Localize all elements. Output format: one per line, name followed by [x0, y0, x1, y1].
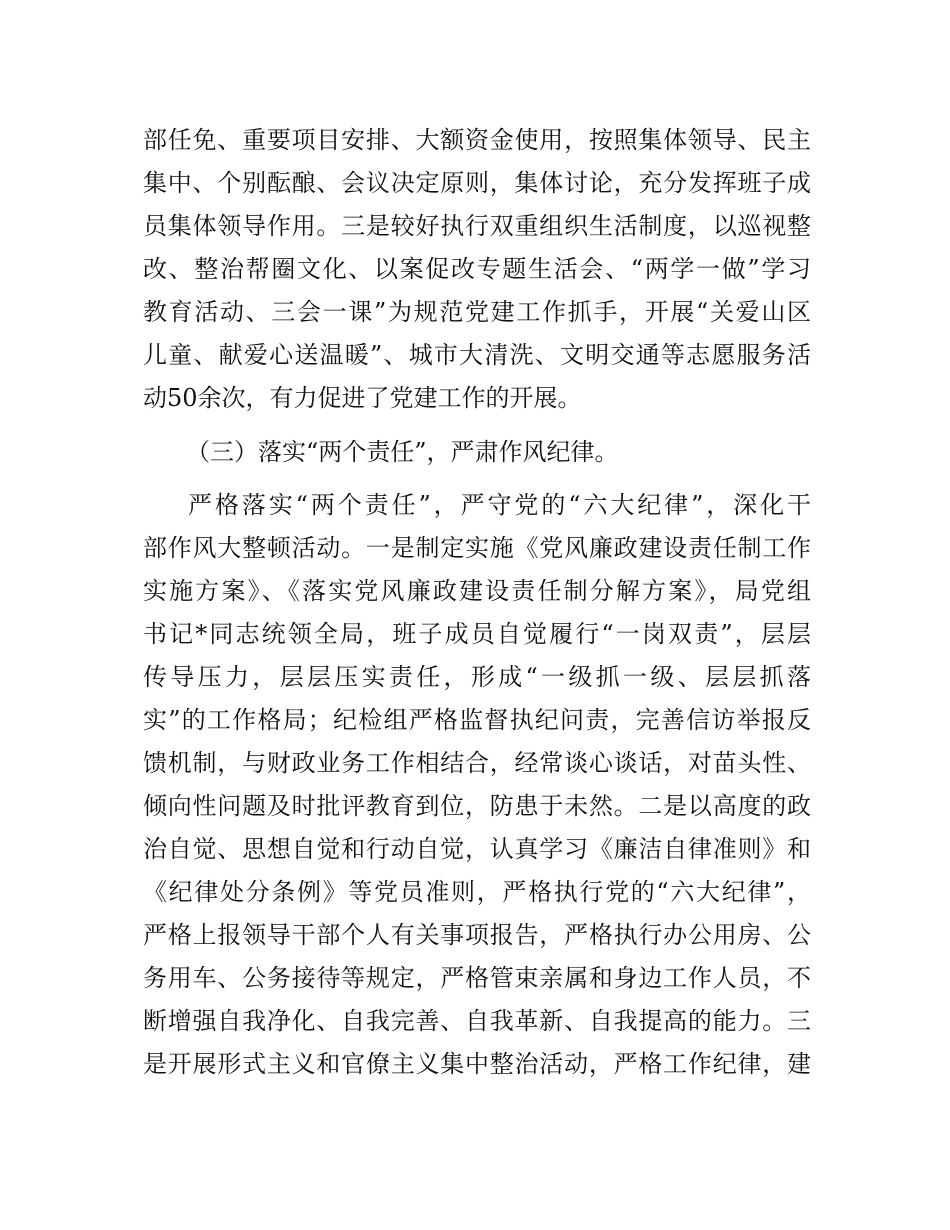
section-heading: （三）落实“两个责任”，严肃作风纪律。 — [186, 438, 619, 466]
paragraph-line: 馈机制，与财政业务工作相结合，经常谈心谈话，对苗头性、 — [143, 749, 811, 777]
paragraph-line: 部作风大整顿活动。一是制定实施《党风廉政建设责任制工作 — [143, 534, 811, 562]
paragraph-line: 部任免、重要项目安排、大额资金使用，按照集体领导、民主 — [143, 126, 811, 154]
paragraph-line: 是开展形式主义和官僚主义集中整治活动，严格工作纪律，建 — [143, 1050, 811, 1078]
paragraph-line: 倾向性问题及时批评教育到位，防患于未然。二是以高度的政 — [143, 792, 811, 820]
paragraph-line: 儿童、献爱心送温暖”、城市大清洗、文明交通等志愿服务活 — [143, 341, 811, 369]
paragraph-line: 传导压力，层层压实责任，形成“一级抓一级、层层抓落 — [143, 663, 811, 691]
paragraph-line: 实”的工作格局；纪检组严格监督执纪问责，完善信访举报反 — [143, 706, 811, 734]
paragraph-line: 严格上报领导干部个人有关事项报告，严格执行办公用房、公 — [143, 921, 811, 949]
paragraph-line: 书记*同志统领全局，班子成员自觉履行“一岗双责”，层层 — [143, 620, 811, 648]
paragraph-line: 《纪律处分条例》等党员准则，严格执行党的“六大纪律”， — [143, 878, 811, 906]
paragraph-line: 动50余次，有力促进了党建工作的开展。 — [143, 384, 582, 412]
paragraph-line: 员集体领导作用。三是较好执行双重组织生活制度，以巡视整 — [143, 212, 811, 240]
paragraph-line: 务用车、公务接待等规定，严格管束亲属和身边工作人员，不 — [143, 964, 811, 992]
paragraph-line: 断增强自我净化、自我完善、自我革新、自我提高的能力。三 — [143, 1007, 811, 1035]
paragraph-line: 集中、个别酝酿、会议决定原则，集体讨论，充分发挥班子成 — [143, 169, 811, 197]
paragraph-line: 治自觉、思想自觉和行动自觉，认真学习《廉洁自律准则》和 — [143, 835, 811, 863]
paragraph-line: 改、整治帮圈文化、以案促改专题生活会、“两学一做”学习 — [143, 255, 811, 283]
paragraph-line: 严格落实“两个责任”，严守党的“六大纪律”，深化干 — [188, 491, 811, 519]
paragraph-line: 教育活动、三会一课”为规范党建工作抓手，开展“关爱山区 — [143, 298, 811, 326]
paragraph-line: 实施方案》、《落实党风廉政建设责任制分解方案》，局党组 — [143, 577, 811, 605]
